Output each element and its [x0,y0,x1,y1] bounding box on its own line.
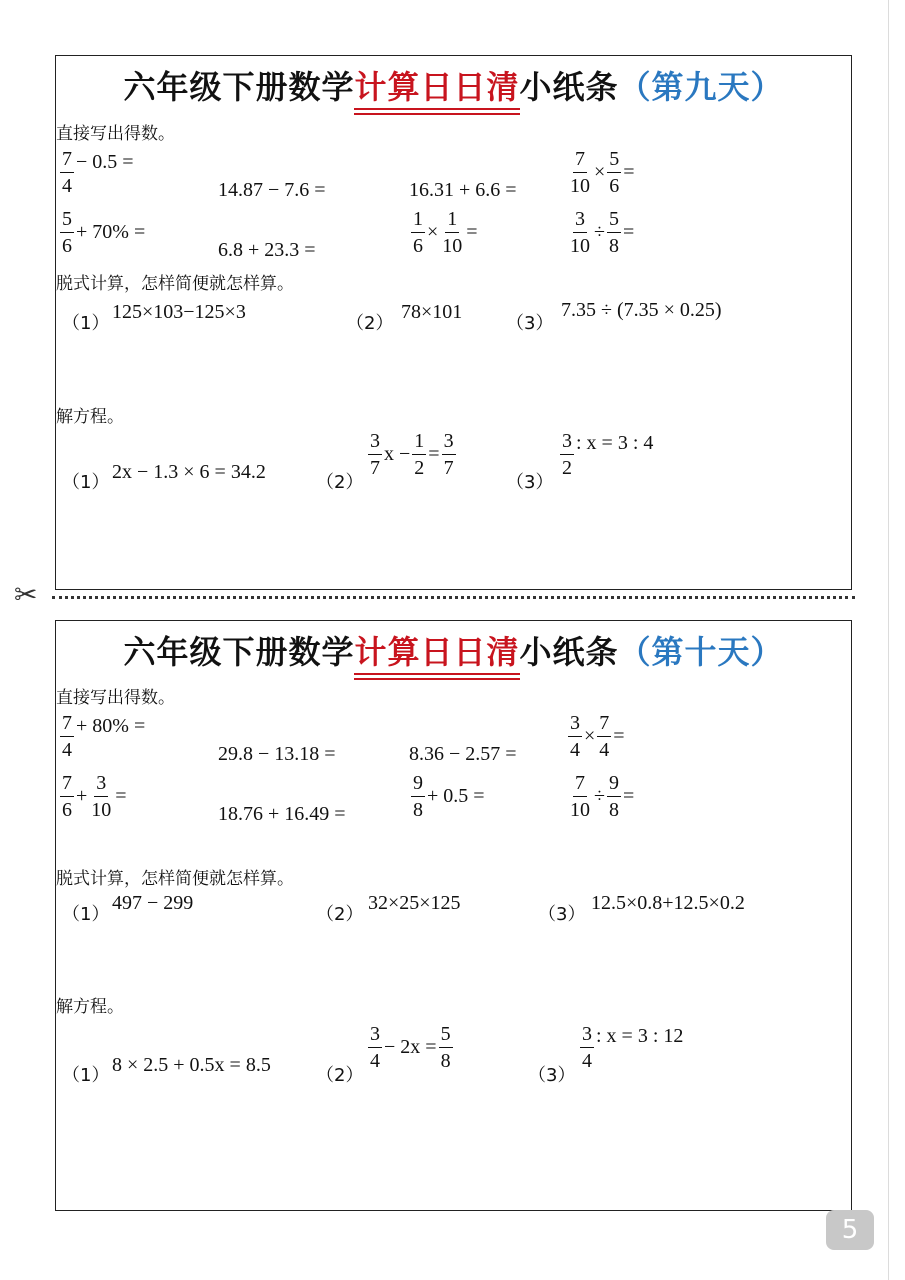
equation-problem: $\frac{3}{4}$ − 2x = $\frac{5}{8}$ [370,1023,451,1072]
direct-problem: $\frac{3}{10}$ ÷ $\frac{5}{8}$ = [570,208,635,257]
direct-problem: $\frac{3}{4}$ × $\frac{7}{4}$ = [570,712,625,761]
title-part-daily: 计算日日清 [354,627,519,673]
page-number-badge: 5 [826,1210,874,1250]
item-number: （2） [316,904,364,925]
equation-problem: $\frac{3}{7}$ x − $\frac{1}{2}$ = $\frac{3}{7}$ [370,430,454,479]
direct-problem: $\frac{7}{10}$ ÷ $\frac{9}{8}$ = [570,772,635,821]
cut-line [52,596,855,599]
item-number: （3） [506,313,554,334]
simplify-problem: 78×101 [401,301,463,323]
direct-problem: $\frac{5}{6}$ + 70% = [62,208,146,257]
worksheet-title [56,62,851,108]
item-number: （1） [62,1065,110,1086]
item-number: （3） [506,472,554,493]
simplify-problem: 32×25×125 [368,892,461,914]
simplify-problem: 12.5×0.8+12.5×0.2 [591,892,745,914]
page-edge-line [888,0,889,1280]
equation-problem: $\frac{3}{2}$ : x = 3 : 4 [562,430,654,479]
direct-problem: $\frac{7}{6}$ + $\frac{3}{10}$ = [62,772,127,821]
direct-heading: 直接写出得数。 [56,124,175,144]
direct-problem: 18.76 + 16.49 = [218,803,346,825]
item-number: （1） [62,313,110,334]
simplify-heading: 脱式计算，怎样简便就怎样算。 [56,869,294,889]
title-part-note: 小纸条 [519,68,619,106]
item-number: （3） [538,904,586,925]
equation-problem: $\frac{3}{4}$ : x = 3 : 12 [582,1023,684,1072]
direct-problem: 6.8 + 23.3 = [218,239,316,261]
simplify-heading: 脱式计算，怎样简便就怎样算。 [56,274,294,294]
equation-problem: 8 × 2.5 + 0.5x = 8.5 [112,1054,271,1076]
item-number: （3） [528,1065,576,1086]
item-number: （1） [62,472,110,493]
worksheet-day-10 [55,620,852,1211]
direct-problem: $\frac{7}{4}$ − 0.5 = [62,148,134,197]
title-part-grade: 六年级下册数学 [123,633,355,671]
simplify-problem: 7.35 ÷ (7.35 × 0.25) [561,299,722,321]
direct-problem: $\frac{7}{10}$ × $\frac{5}{6}$ = [570,148,635,197]
direct-problem: $\frac{9}{8}$ + 0.5 = [413,772,485,821]
direct-heading: 直接写出得数。 [56,688,175,708]
direct-problem: 14.87 − 7.6 = [218,179,326,201]
scissors-icon: ✂ [14,578,38,611]
direct-problem: 29.8 − 13.18 = [218,743,336,765]
simplify-problem: 125×103−125×3 [112,301,246,323]
title-part-grade: 六年级下册数学 [123,68,355,106]
title-part-note: 小纸条 [519,633,619,671]
fraction: $\frac{7}{4}$ [62,148,72,197]
simplify-problem: 497 − 299 [112,892,194,914]
direct-problem: 8.36 − 2.57 = [409,743,517,765]
direct-problem: 16.31 + 6.6 = [409,179,517,201]
worksheet-title [56,627,851,673]
item-number: （2） [316,472,364,493]
equation-heading: 解方程。 [56,407,124,427]
direct-problem: $\frac{7}{4}$ + 80% = [62,712,146,761]
item-number: （2） [316,1065,364,1086]
title-part-daily: 计算日日清 [354,62,519,108]
equation-heading: 解方程。 [56,997,124,1017]
item-number: （2） [346,313,394,334]
item-number: （1） [62,904,110,925]
title-part-day: （第十天） [618,633,784,671]
equation-problem: 2x − 1.3 × 6 = 34.2 [112,461,266,483]
direct-problem: $\frac{1}{6}$ × $\frac{1}{10}$ = [413,208,478,257]
worksheet-day-9 [55,55,852,590]
title-part-day: （第九天） [618,68,784,106]
